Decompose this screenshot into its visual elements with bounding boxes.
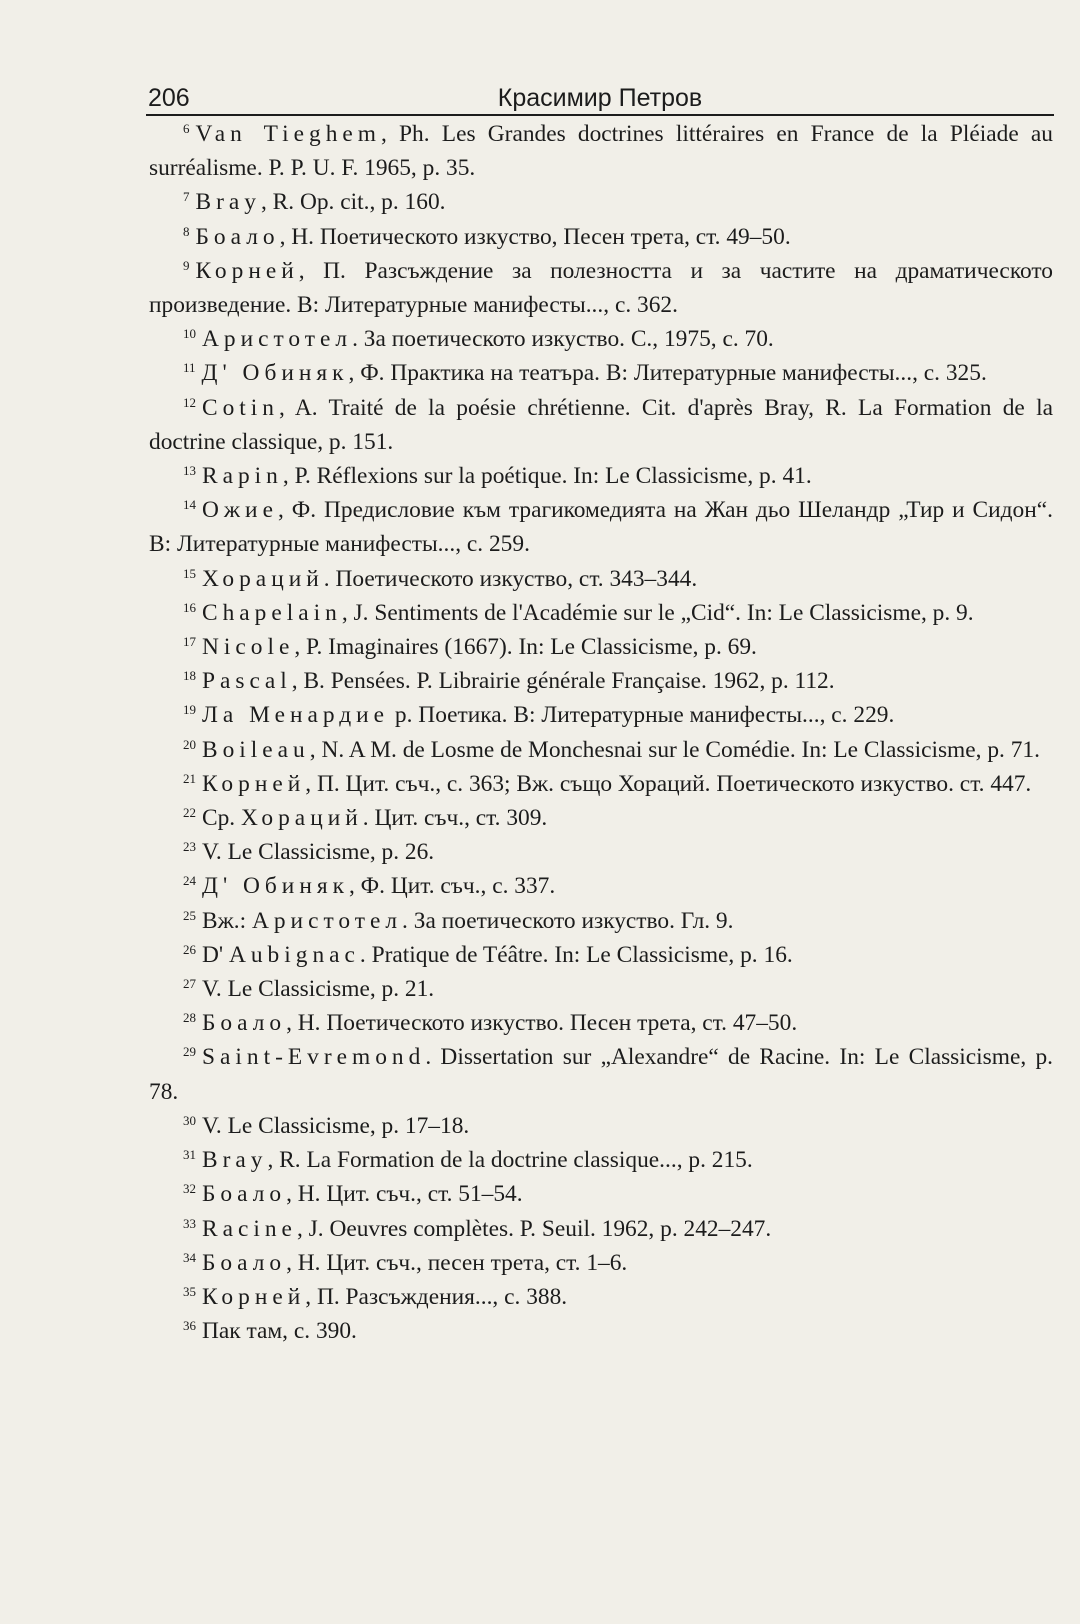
- footnote-author: Хораций: [241, 805, 363, 832]
- footnote-number: 8: [183, 223, 190, 239]
- footnote-number: 9: [183, 257, 190, 273]
- footnote: [149, 322, 1053, 356]
- footnote-author: Корней: [195, 257, 299, 284]
- footnote-text: , Ф. Цит. съч., с. 337.: [348, 873, 556, 900]
- footnote-number: 29: [183, 1044, 196, 1060]
- footnote-number: 15: [183, 565, 196, 581]
- footnote-number: 17: [183, 634, 196, 650]
- footnote-text: , Н. Цит. съч., песен трета, ст. 1–6.: [286, 1249, 628, 1276]
- footnote: [149, 869, 1053, 903]
- footnote-text: . За поетическото изкуство. Гл. 9.: [402, 907, 734, 934]
- footnote-number: 11: [183, 360, 196, 376]
- footnote-text: . Поетическото изкуство, ст. 343–344.: [323, 565, 698, 592]
- footnote-number: 18: [183, 668, 196, 684]
- footnote-text: , J. Oeuvres complètes. P. Seuil. 1962, p. 242–247.: [296, 1215, 772, 1242]
- footnote-author: Боало: [202, 1010, 287, 1037]
- footnote: [149, 391, 1053, 459]
- footnote-text: р. Поетика. В: Литературные манифесты..., с. 229.: [389, 702, 895, 729]
- footnote-text: , П. Разсъждения..., с. 388.: [305, 1283, 568, 1310]
- footnote-author: Аристотел: [202, 326, 353, 353]
- footnote-number: 14: [183, 497, 196, 513]
- footnote-author: Rapin: [202, 463, 283, 490]
- footnote-author: Bray: [202, 1147, 268, 1174]
- footnote-prefix: Ср.: [202, 805, 241, 832]
- footnote-author: Хораций: [202, 565, 324, 592]
- footnote-text: , Н. Поетическото изкуство, Песен трета, ст. 49–50.: [279, 223, 791, 250]
- footnote-author: Боало: [202, 1181, 287, 1208]
- footnote: [149, 1314, 1053, 1348]
- footnote-author: Д' Обиняк: [202, 873, 349, 900]
- footnote-text: Пак там, с. 390.: [202, 1318, 357, 1345]
- footnote-text: , П. Разсъждение за полезността и за частите на драматическото произведение. В: Литературные манифесты..., с. 362.: [149, 257, 1053, 319]
- footnote-number: 16: [183, 599, 196, 615]
- footnote-number: 36: [183, 1318, 196, 1334]
- footnote-prefix: D': [202, 941, 229, 968]
- footnote: [149, 972, 1053, 1006]
- footnote: [149, 220, 1053, 254]
- footnote-author: Ла Менардие: [202, 702, 390, 729]
- footnote-author: Д' Обиняк: [201, 360, 349, 387]
- footnote-number: 30: [183, 1112, 196, 1128]
- footnote-text: , Н. Поетическото изкуство. Песен трета, ст. 47–50.: [286, 1010, 798, 1037]
- footnote: [149, 733, 1053, 767]
- footnote: [149, 562, 1053, 596]
- footnote-text: , P. Réflexions sur la poétique. In: Le Classicisme, p. 41.: [282, 463, 812, 490]
- footnote-text: , Ф. Практика на театъра. В: Литературные манифесты..., с. 325.: [348, 360, 987, 387]
- footnote-author: Boileau: [202, 736, 310, 763]
- page-number: 206: [148, 84, 190, 112]
- footnote-number: 33: [183, 1215, 196, 1231]
- footnote-text: , J. Sentiments de l'Académie sur le „Cid“. In: Le Classicisme, p. 9.: [341, 599, 974, 626]
- footnote-author: Racine: [202, 1215, 297, 1242]
- footnote: [149, 801, 1053, 835]
- footnote-text: V. Le Classicisme, p. 26.: [202, 839, 435, 866]
- footnote-text: , B. Pensées. P. Librairie générale Française. 1962, p. 112.: [291, 668, 835, 695]
- footnotes-list: [149, 117, 1053, 1348]
- footnote-author: Saint-Evremond: [202, 1044, 426, 1071]
- footnote-number: 19: [183, 702, 196, 718]
- footnote-number: 27: [183, 976, 196, 992]
- footnote: [149, 596, 1053, 630]
- footnote-text: V. Le Classicisme, p. 17–18.: [202, 1112, 470, 1139]
- footnote-author: Pascal: [202, 668, 292, 695]
- footnote-number: 7: [183, 189, 190, 205]
- footnote-text: , Ф. Предисловие към трагикомедията на Жан дьо Шеландр „Тир и Сидон“. В: Литературные манифесты..., с. 259.: [149, 497, 1053, 558]
- footnote-text: . За поетическото изкуство. С., 1975, с. 70.: [352, 326, 774, 353]
- footnote-author: Bray: [195, 189, 261, 216]
- footnote-text: , A. Traité de la poésie chrétienne. Cit. d'après Bray, R. La Formation de la doctrine classique, p. 151.: [149, 394, 1053, 455]
- footnote-number: 13: [183, 463, 196, 479]
- footnote-number: 24: [183, 873, 196, 889]
- footnote-text: . Pratique de Téâtre. In: Le Classicisme, p. 16.: [359, 941, 793, 968]
- footnote-author: Боало: [202, 1249, 287, 1276]
- footnote: [149, 664, 1053, 698]
- footnote: [149, 767, 1053, 801]
- footnote-number: 22: [183, 805, 196, 821]
- footnote: [149, 1280, 1053, 1314]
- footnote-number: 34: [183, 1249, 196, 1265]
- footnote-text: , N. A M. de Losme de Monchesnai sur le Comédie. In: Le Classicisme, p. 71.: [309, 736, 1040, 763]
- footnote-author: Aubignac: [228, 941, 360, 968]
- footnote-author: Nicole: [202, 634, 295, 661]
- footnote: [149, 938, 1053, 972]
- footnote-number: 35: [183, 1283, 196, 1299]
- footnote-text: , П. Цит. съч., с. 363; Вж. също Хораций. Поетическото изкуство. ст. 447.: [305, 770, 1032, 797]
- footnote-prefix: Вж.:: [202, 907, 252, 934]
- footnote: [149, 1143, 1053, 1177]
- footnote-author: Боало: [195, 223, 280, 250]
- footnote-number: 32: [183, 1181, 196, 1197]
- footnote: [149, 1109, 1053, 1143]
- footnote-author: Корней: [202, 770, 306, 797]
- footnote-number: 6: [183, 121, 190, 136]
- footnote-number: 23: [183, 839, 196, 855]
- footnote-text: , Н. Цит. съч., ст. 51–54.: [286, 1181, 523, 1208]
- footnote-author: Van Tieghem: [195, 121, 381, 147]
- footnote: [149, 1212, 1053, 1246]
- footnote-author: Аристотел: [251, 907, 403, 934]
- page-header: [146, 82, 1054, 116]
- footnote-text: , R. Op. cit., p. 160.: [260, 189, 446, 216]
- footnote: [149, 835, 1053, 869]
- footnote-number: 31: [183, 1147, 196, 1163]
- running-head: Красимир Петров: [497, 84, 703, 112]
- footnote-text: , Ph. Les Grandes doctrines littéraires en France de la Pléiade au surréalisme. P. P. U. F. 1965, p. 35.: [149, 121, 1054, 182]
- footnote-number: 12: [183, 394, 196, 410]
- footnote-number: 26: [183, 941, 196, 957]
- footnote: [149, 630, 1053, 664]
- footnote: [149, 698, 1053, 732]
- footnote-number: 25: [183, 907, 196, 923]
- footnote: [149, 459, 1053, 493]
- footnote-author: Корней: [202, 1283, 306, 1310]
- footnote-number: 28: [183, 1010, 196, 1026]
- footnote-text: . Dissertation sur „Alexandre“ de Racine. In: Le Classicisme, p. 78.: [149, 1044, 1053, 1105]
- footnote-author: Chapelain: [202, 599, 342, 626]
- footnote: [149, 1246, 1053, 1280]
- footnote: [149, 117, 1053, 185]
- footnote-author: Ожие: [202, 497, 278, 524]
- footnote: [149, 254, 1053, 322]
- footnote: [149, 1006, 1053, 1040]
- footnote-text: V. Le Classicisme, p. 21.: [202, 976, 435, 1003]
- footnote: [149, 185, 1053, 219]
- footnote-author: Cotin: [202, 394, 279, 421]
- footnote-text: . Цит. съч., ст. 309.: [362, 805, 548, 832]
- footnote-number: 10: [183, 326, 196, 342]
- footnote: [149, 356, 1053, 390]
- footnote: [149, 1177, 1053, 1211]
- footnote: [149, 1040, 1053, 1108]
- footnote: [149, 493, 1053, 561]
- footnote-text: , P. Imaginaires (1667). In: Le Classicisme, p. 69.: [294, 634, 757, 661]
- footnote: [149, 904, 1053, 938]
- footnote-number: 20: [183, 736, 196, 752]
- footnote-text: , R. La Formation de la doctrine classique..., p. 215.: [267, 1147, 753, 1174]
- footnote-number: 21: [183, 770, 196, 786]
